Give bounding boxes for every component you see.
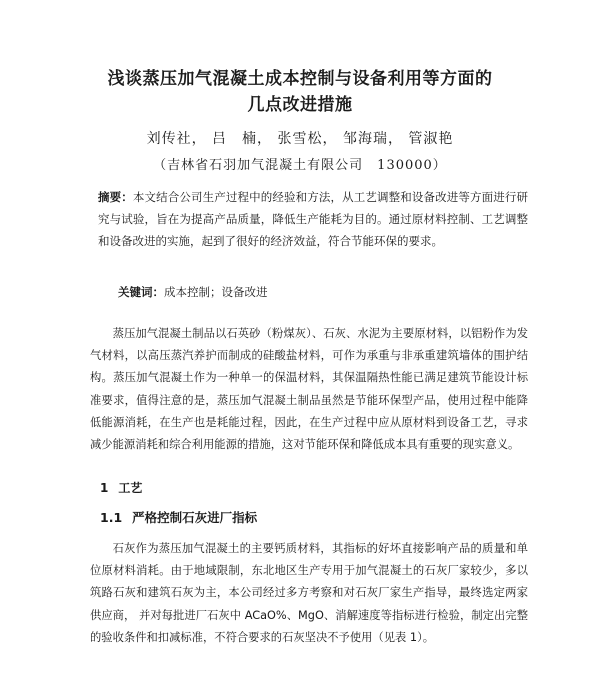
affiliation: （吉林省石羽加气混凝土有限公司 130000） xyxy=(153,158,447,173)
section-heading xyxy=(100,479,142,496)
subsection-title: 严格控制石灰进厂指标 xyxy=(132,510,258,525)
subsection-heading xyxy=(100,508,257,526)
author-list: 刘传社， 吕 楠， 张雪松， 邹海瑞， 管淑艳 xyxy=(146,131,454,147)
section-title: 工艺 xyxy=(118,481,143,495)
keywords-block xyxy=(118,281,538,303)
subsection-paragraph: 石灰作为蒸压加气混凝土的主要钙质材料，其指标的好坏直接影响产品的质量和单位原材料消耗。由于地域限制，东北地区生产专用于加气混凝土的石灰厂家较少，多以筑路石灰和建筑石灰为主，本公司经过多方考察和对石灰厂家生产指导，最终选定两家供应商， 并对每批进厂石灰中 ACaO%、MgO、消解速度等指标进行检验，制定出完整的验收条件和扣减标准，不符合要求的石灰坚决不予使用（见表 1）。 xyxy=(90,542,528,644)
keywords-label: 关键词： xyxy=(118,285,164,299)
subsection-number: 1.1 xyxy=(100,510,123,525)
keywords-text: 成本控制；设备改进 xyxy=(164,285,268,299)
abstract-block xyxy=(98,186,528,252)
section-number: 1 xyxy=(100,481,109,495)
paper-title-line1: 浅谈蒸压加气混凝土成本控制与设备利用等方面的 xyxy=(107,69,493,89)
intro-paragraph: 蒸压加气混凝土制品以石英砂（粉煤灰）、石灰、水泥为主要原材料，以铝粉作为发气材料，以高压蒸汽养护而制成的硅酸盐材料，可作为承重与非承重建筑墙体的围护结构。蒸压加气混凝土作为一种单一的保温材料，其保温隔热性能已满足建筑节能设计标准要求，值得注意的是，蒸压加气混凝土制品虽然是节能环保型产品，使用过程中能降低能源消耗，在生产也是耗能过程，因此，在生产过程中应从原材料到设备工艺，寻求减少能源消耗和综合利用能源的措施，这对节能环保和降低成本具有重要的现实意义。 xyxy=(90,327,528,452)
abstract-text: 本文结合公司生产过程中的经验和方法，从工艺调整和设备改进等方面进行研究与试验，旨在为提高产品质量，降低生产能耗为目的。通过原材料控制、工艺调整和设备改进的实施，起到了很好的经济效益，符合节能环保的要求。 xyxy=(98,190,528,248)
paper-title-line2: 几点改进措施 xyxy=(247,95,353,115)
abstract-label: 摘要： xyxy=(98,190,133,204)
